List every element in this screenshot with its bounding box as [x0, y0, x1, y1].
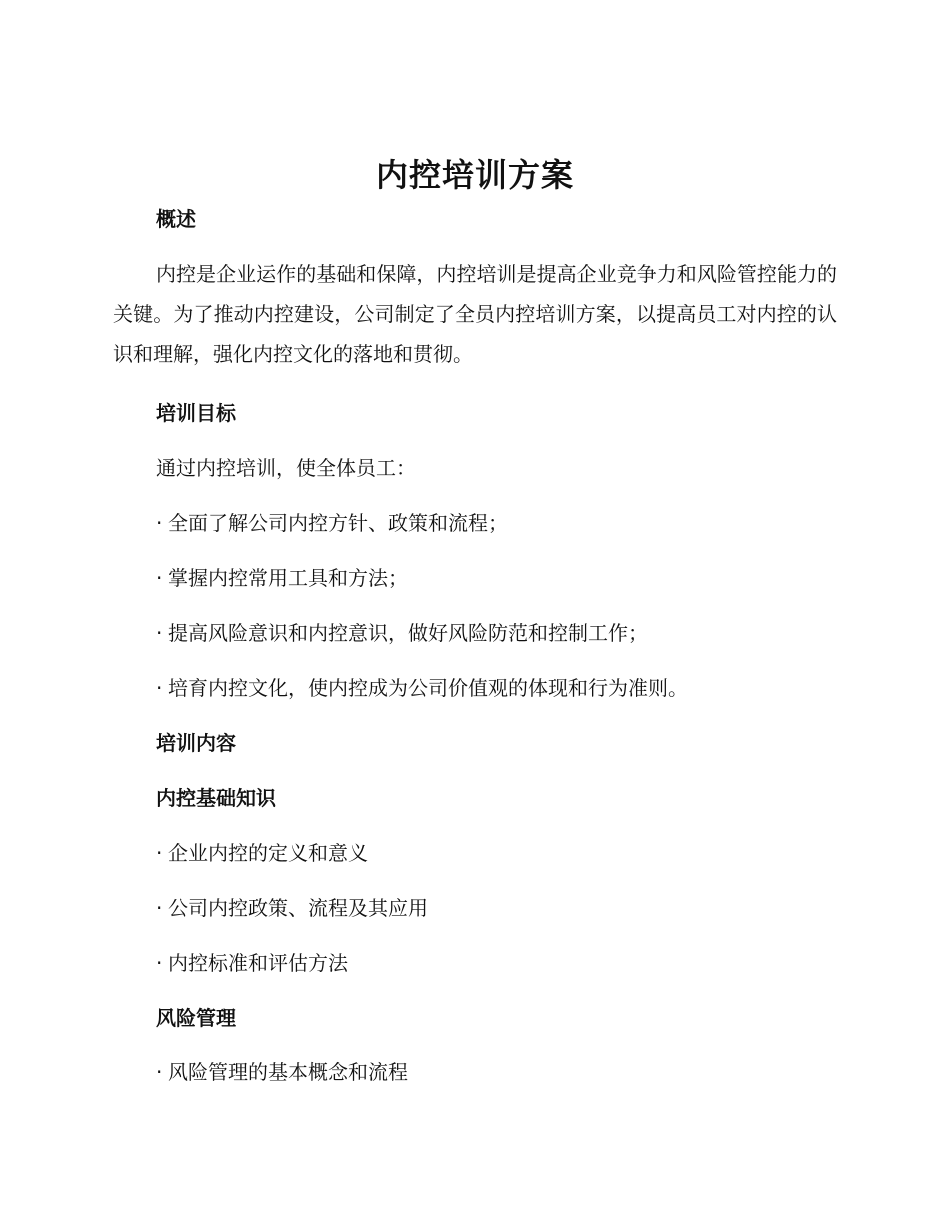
list-item [156, 838, 368, 868]
section-heading-overview: 概述 [156, 207, 196, 231]
bullet-icon: · [156, 951, 163, 975]
bullet-icon: · [156, 566, 163, 590]
list-item [156, 563, 408, 593]
bullet-icon: · [156, 511, 163, 535]
bullet-icon: · [156, 621, 163, 645]
document-title: 内控培训方案 [375, 156, 574, 194]
goal-item-text: 培育内控文化，使内控成为公司价值观的体现和行为准则。 [168, 676, 688, 700]
list-item [156, 893, 428, 923]
section-heading-content: 培训内容 [156, 731, 236, 755]
basics-item-text: 企业内控的定义和意义 [168, 841, 368, 865]
bullet-icon: · [156, 841, 163, 865]
overview-paragraph: 内控是企业运作的基础和保障，内控培训是提高企业竞争力和风险管控能力的关键。为了推动内控建设，公司制定了全员内控培训方案，以提高员工对内控的认识和理解，强化内控文化的落地和贯彻。 [113, 262, 837, 366]
bullet-icon: · [156, 1060, 163, 1084]
basics-item-text: 公司内控政策、流程及其应用 [168, 896, 428, 920]
goal-item-text: 掌握内控常用工具和方法； [168, 566, 408, 590]
risk-item-text: 风险管理的基本概念和流程 [168, 1060, 408, 1084]
basics-item-text: 内控标准和评估方法 [168, 951, 348, 975]
subsection-heading-risk: 风险管理 [156, 1006, 236, 1030]
goal-item-text: 全面了解公司内控方针、政策和流程； [168, 511, 508, 535]
list-item [156, 948, 348, 978]
goals-intro: 通过内控培训，使全体员工： [156, 456, 416, 480]
bullet-icon: · [156, 676, 163, 700]
goal-item-text: 提高风险意识和内控意识，做好风险防范和控制工作； [168, 621, 648, 645]
list-item [156, 618, 648, 648]
bullet-icon: · [156, 896, 163, 920]
section-heading-goals: 培训目标 [156, 401, 236, 425]
list-item [156, 1057, 408, 1087]
subsection-heading-basics: 内控基础知识 [156, 786, 276, 810]
list-item [156, 673, 688, 703]
list-item [156, 508, 508, 538]
